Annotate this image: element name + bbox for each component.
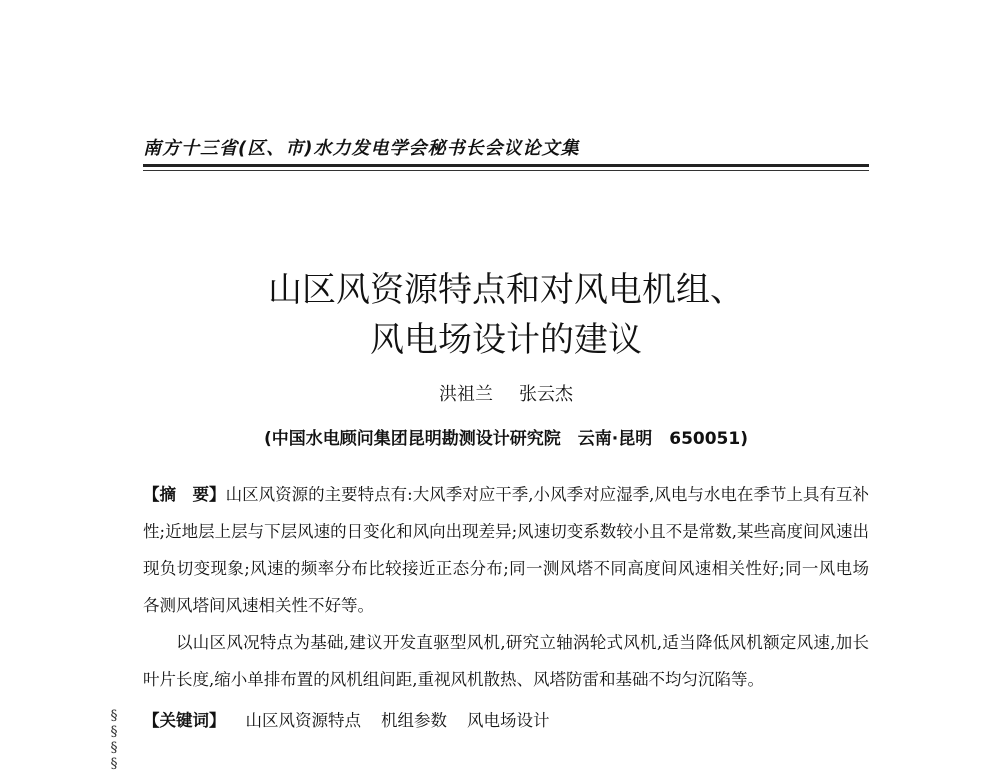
keyword: 风电场设计 [467,711,550,730]
author-name: 张云杰 [519,384,573,405]
paper-title-line-2: 风电场设计的建议 [370,320,642,360]
abstract-paragraph-2: 以山区风况特点为基础,建议开发直驱型风机,研究立轴涡轮式风机,适当降低风机额定风速,加长叶片长度,缩小单排布置的风机组间距,重视风机散热、风塔防雷和基础不均匀沉陷等。 [143,633,869,689]
paper-title-line-1: 山区风资源特点和对风电机组、 [268,270,744,310]
author-name: 洪祖兰 [439,384,493,405]
binding-margin-marks: §§§§ [106,708,122,772]
header-rule-thin [143,170,869,171]
keyword: 山区风资源特点 [245,711,361,730]
abstract-label: 【摘 要】 [143,485,226,504]
abstract-paragraph-1 [143,476,869,624]
affiliation: (中国水电顾问集团昆明勘测设计研究院 云南·昆明 650051) [264,429,748,449]
keywords-label: 【关键词】 [143,711,226,730]
header-rule-thick [143,164,869,167]
keywords-section [143,707,869,731]
author-list [143,380,869,406]
running-header: 南方十三省(区、市)水力发电学会秘书长会议论文集 [143,138,580,159]
abstract-section [143,476,869,698]
abstract-text-1: 山区风资源的主要特点有:大风季对应干季,小风季对应湿季,风电与水电在季节上具有互补性;近地层上层与下层风速的日变化和风向出现差异;风速切变系数较小且不是常数,某些高度间风速出现负切变现象;风速的频率分布比较接近正态分布;同一测风塔不同高度间风速相关性好;同一风电场各测风塔间风速相关性不好等。 [143,485,870,615]
keyword: 机组参数 [381,711,447,730]
